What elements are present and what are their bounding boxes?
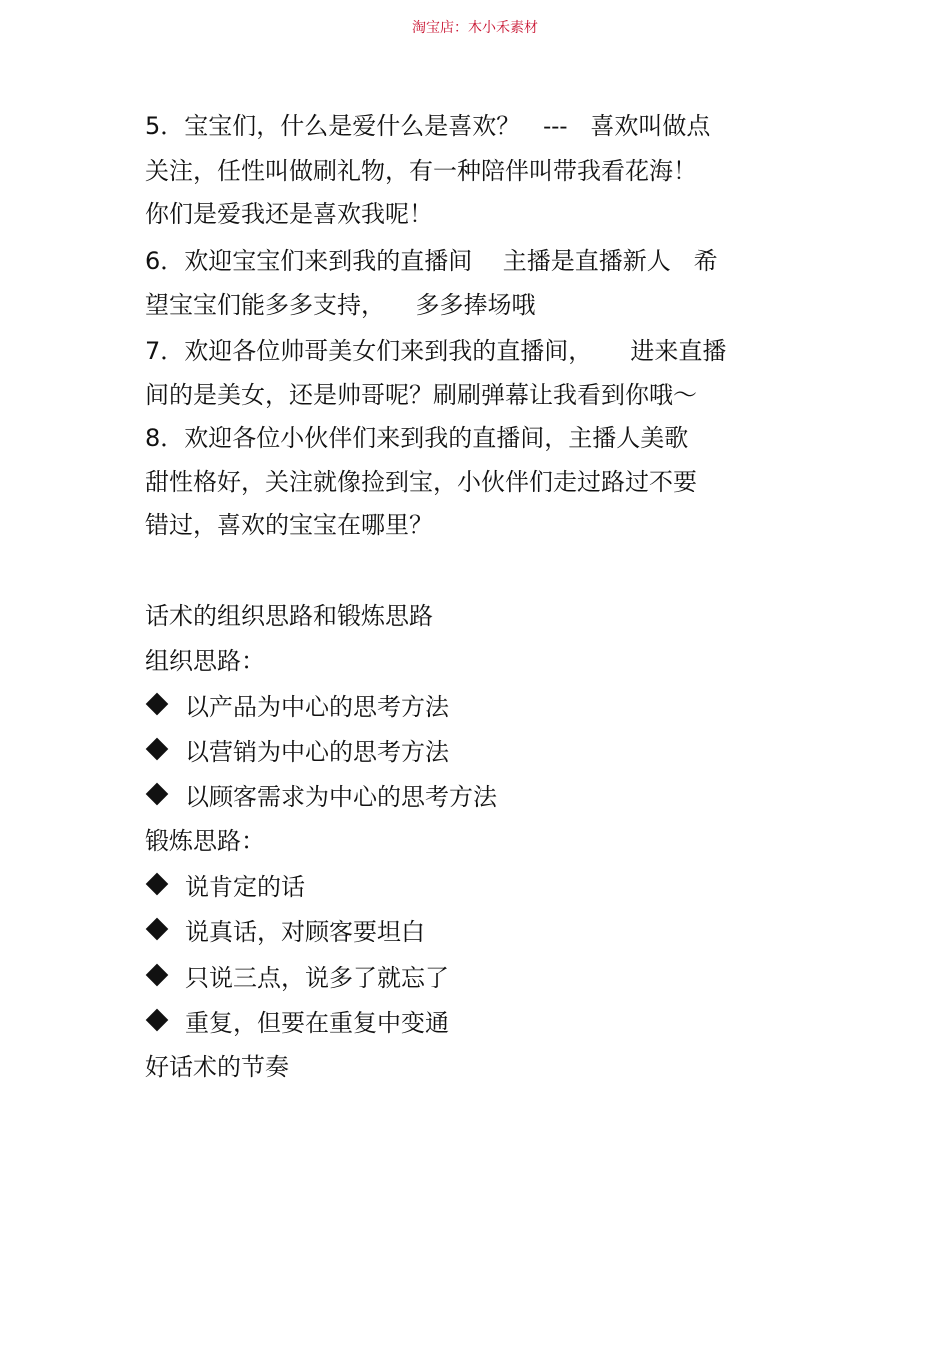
organize-bullet-3 (145, 782, 497, 812)
item-6-text-1: 欢迎宝宝们来到我的直播间 主播是直播新人 希 (184, 247, 718, 275)
item-6-line-1 (145, 246, 718, 276)
item-5-text-1: 宝宝们，什么是爱什么是喜欢？ --- 喜欢叫做点 (184, 112, 711, 140)
footer-title: 好话术的节奏 (145, 1053, 289, 1081)
item-7-line-2: 间的是美女，还是帅哥呢？刷刷弹幕让我看到你哦～ (145, 381, 697, 409)
item-7-number: 7． (145, 337, 185, 365)
item-8-line-2: 甜性格好，关注就像捡到宝，小伙伴们走过路过不要 (145, 468, 697, 496)
item-8-line-1 (145, 423, 688, 453)
item-8-line-3: 错过，喜欢的宝宝在哪里？ (145, 511, 433, 539)
item-5-number: 5． (145, 112, 185, 140)
practice-bullet-1 (145, 872, 305, 902)
shop-header: 淘宝店：木小禾素材 (412, 20, 538, 36)
diamond-bullet-icon (146, 783, 169, 806)
item-8-number: 8． (145, 424, 185, 452)
organize-bullet-1 (145, 692, 449, 722)
bullet-text: 只说三点，说多了就忘了 (185, 964, 449, 992)
practice-bullet-3 (145, 963, 449, 993)
practice-bullet-2 (145, 917, 425, 947)
bullet-text: 以营销为中心的思考方法 (185, 738, 449, 766)
item-6-number: 6． (145, 247, 185, 275)
diamond-bullet-icon (146, 1009, 169, 1032)
bullet-text: 以产品为中心的思考方法 (185, 693, 449, 721)
diamond-bullet-icon (146, 738, 169, 761)
diamond-bullet-icon (146, 964, 169, 987)
item-7-text-1: 欢迎各位帅哥美女们来到我的直播间， 进来直播 (184, 337, 727, 365)
item-5-line-3: 你们是爱我还是喜欢我呢！ (145, 200, 433, 228)
bullet-text: 重复，但要在重复中变通 (185, 1009, 449, 1037)
practice-heading: 锻炼思路： (145, 827, 265, 855)
bullet-text: 说肯定的话 (185, 873, 305, 901)
diamond-bullet-icon (146, 693, 169, 716)
item-5-line-1 (145, 111, 710, 141)
item-7-line-1 (145, 336, 726, 366)
section-title: 话术的组织思路和锻炼思路 (145, 602, 433, 630)
practice-bullet-4 (145, 1008, 449, 1038)
diamond-bullet-icon (146, 918, 169, 941)
organize-bullet-2 (145, 737, 449, 767)
item-5-line-2: 关注，任性叫做刷礼物，有一种陪伴叫带我看花海！ (145, 157, 697, 185)
diamond-bullet-icon (146, 873, 169, 896)
bullet-text: 说真话，对顾客要坦白 (185, 918, 425, 946)
organize-heading: 组织思路： (145, 647, 265, 675)
bullet-text: 以顾客需求为中心的思考方法 (185, 783, 497, 811)
item-8-text-1: 欢迎各位小伙伴们来到我的直播间，主播人美歌 (184, 424, 689, 452)
item-6-line-2: 望宝宝们能多多支持， 多多捧场哦 (145, 291, 536, 319)
